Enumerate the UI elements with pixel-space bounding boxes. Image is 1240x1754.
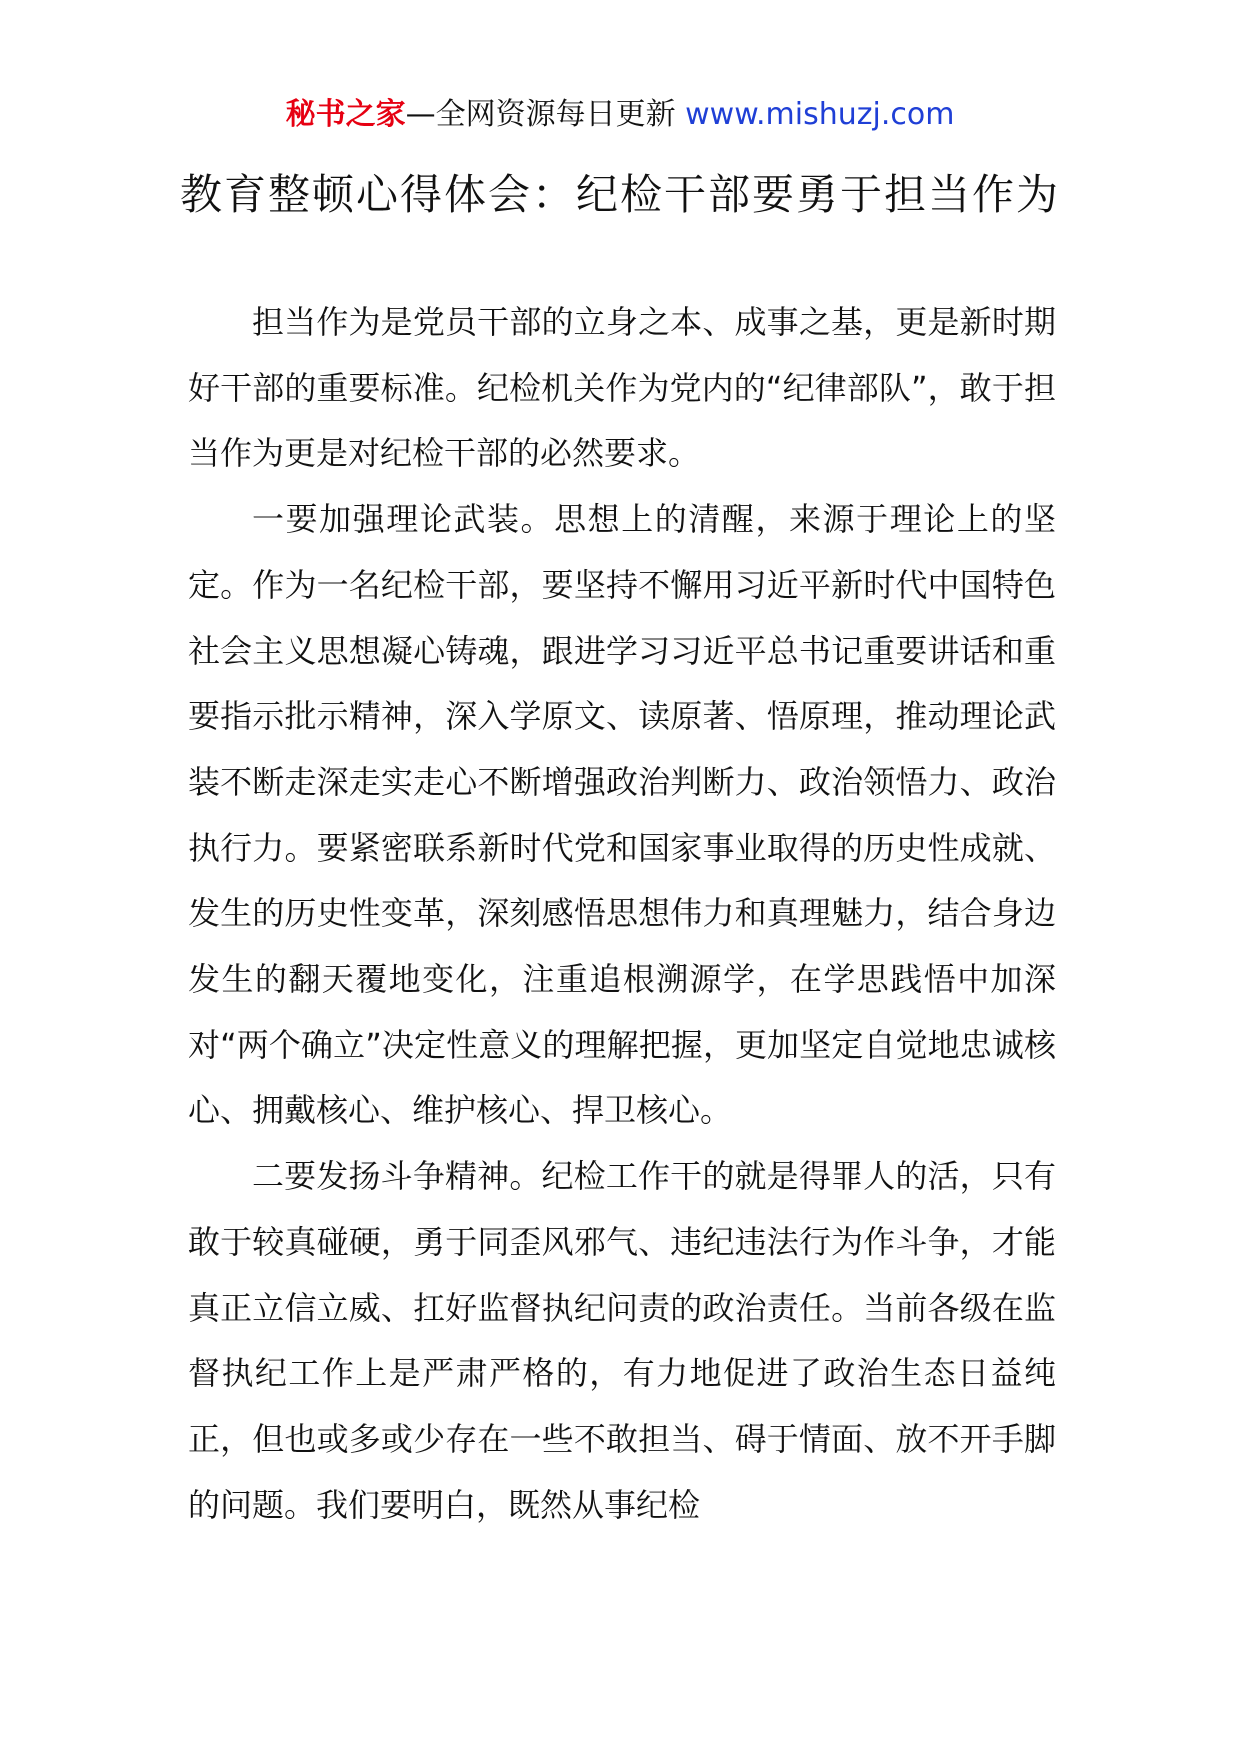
header-slogan: —全网资源每日更新 xyxy=(405,97,686,132)
document-body xyxy=(188,290,1056,1538)
paragraph-intro: 担当作为是党员干部的立身之本、成事之基，更是新时期好干部的重要标准。纪检机关作为党内的“纪律部队”，敢于担当作为更是对纪检干部的必然要求。 xyxy=(188,303,1056,473)
paragraph-struggle: 二要发扬斗争精神。纪检工作干的就是得罪人的活，只有敢于较真碰硬，勇于同歪风邪气、违纪违法行为作斗争，才能真正立信立威、扛好监督执纪问责的政治责任。当前各级在监督执纪工作上是严肃严格的，有力地促进了政治生态日益纯正，但也或多或少存在一些不敢担当、碍于情面、放不开手脚的问题。我们要明白，既然从事纪检 xyxy=(188,1157,1056,1524)
paragraph-theory: 一要加强理论武装。思想上的清醒，来源于理论上的坚定。作为一名纪检干部，要坚持不懈用习近平新时代中国特色社会主义思想凝心铸魂，跟进学习习近平总书记重要讲话和重要指示批示精神，深入学原文、读原著、悟原理，推动理论武装不断走深走实走心不断增强政治判断力、政治领悟力、政治执行力。要紧密联系新时代党和国家事业取得的历史性成就、发生的历史性变革，深刻感悟思想伟力和真理魅力，结合身边发生的翻天覆地变化，注重追根溯源学，在学思践悟中加深对“两个确立”决定性意义的理解把握，更加坚定自觉地忠诚核心、拥戴核心、维护核心、捍卫核心。 xyxy=(188,500,1056,1130)
document-title: 教育整顿心得体会：纪检干部要勇于担当作为 xyxy=(179,170,1060,219)
site-url-link[interactable]: www.mishuzj.com xyxy=(685,97,955,132)
site-header xyxy=(0,95,1240,135)
brand-name: 秘书之家 xyxy=(285,97,406,132)
